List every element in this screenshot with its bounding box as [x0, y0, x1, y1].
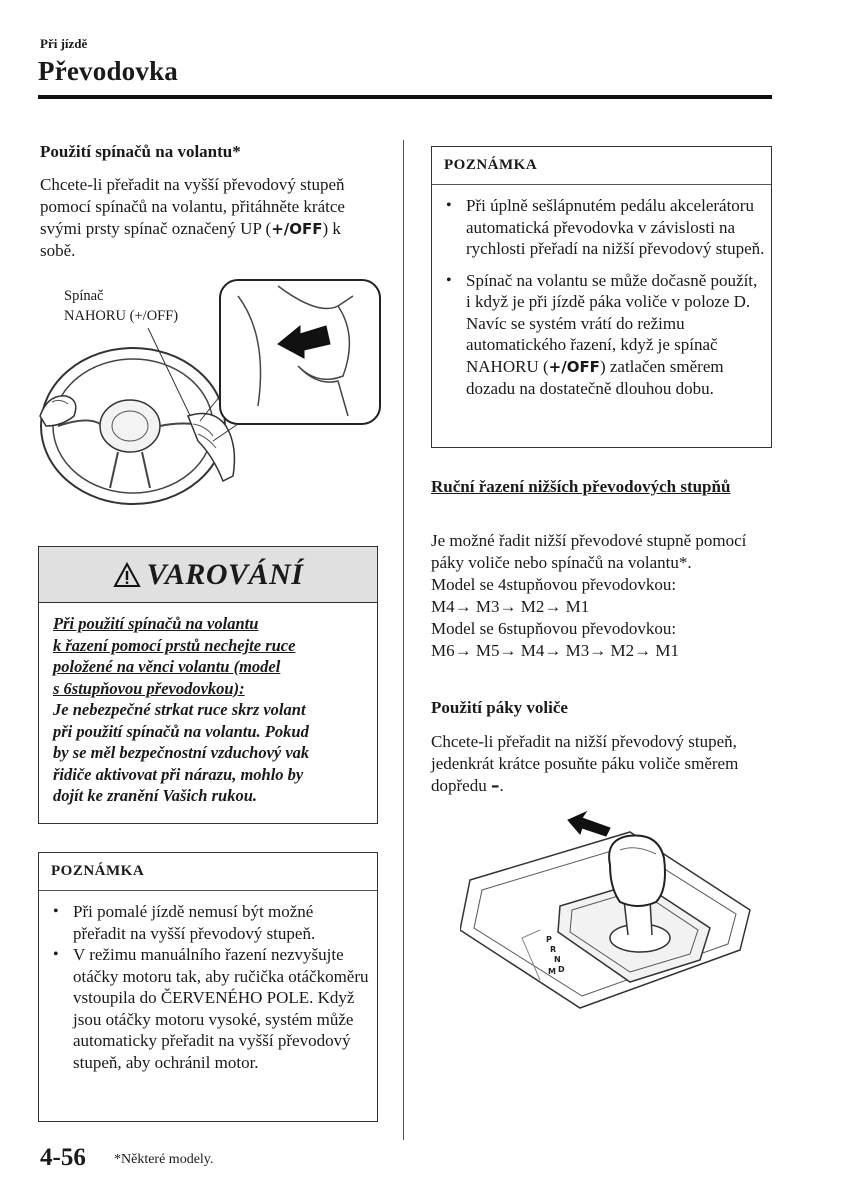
warning-line: k řazení pomocí prstů nechejte ruce [53, 635, 296, 655]
page-number: 4-56 [40, 1144, 86, 1171]
warning-box [38, 546, 378, 824]
shift-lever-illustration [460, 810, 760, 1020]
note-item-text-end: ) zatlačen směrem dozadu na dostatečně dlouhou dobu. [466, 356, 724, 398]
note-box-right [431, 146, 772, 448]
note-list [39, 891, 377, 1073]
lever-paragraph [431, 731, 771, 797]
note-item: • V režimu manuálního řazení nezvyšujte otáčky motoru tak, aby ručička otáčkoměru vstoupila do ČERVENÉHO POLE. Když jsou otáčky motoru vysoké, systém může automaticky přeřadit na vyšší převodový stupeň, aby ochránil motor. [39, 944, 369, 1073]
note-item: • Při úplně sešlápnutém pedálu akcelerátoru automatická převodovka v závislosti na rychlosti přeřadí na nižší převodový stupeň. [432, 195, 765, 260]
gear-label-p: P [546, 935, 552, 944]
model6-sequence: M6→ M5→ M4→ M3→ M2→ M1 [431, 641, 679, 660]
note-title: POZNÁMKA [39, 853, 377, 891]
gear-label-d: D [558, 965, 565, 974]
warning-line: Je nebezpečné strkat ruce skrz volant [53, 700, 306, 719]
gear-label-m: M [548, 967, 556, 976]
warning-triangle-icon [113, 562, 141, 588]
model4-sequence: M4→ M3→ M2→ M1 [431, 597, 590, 616]
paragraph-text: Chcete-li přeřadit na vyšší převodový stupeň pomocí spínačů na volantu, přitáhněte krátce svými prsty spínač označený UP ( [40, 175, 345, 238]
warning-line: s 6stupňovou převodovkou): [53, 678, 245, 698]
minus-symbol: – [490, 776, 500, 796]
page-title: Převodovka [38, 56, 178, 86]
lever-paragraph-text: Chcete-li přeřadit na nižší převodový stupeň, jedenkrát krátce posuňte páku voliče směrem dopředu [431, 732, 739, 795]
note-item [432, 270, 765, 400]
steering-switch-paragraph [40, 174, 380, 262]
manual-downshift-heading: Ruční řazení nižších převodových stupňů [431, 477, 731, 496]
warning-line: dojít ke zranění Vašich rukou. [53, 786, 258, 805]
warning-line: při použití spínačů na volantu. Pokud [53, 721, 309, 741]
column-divider [403, 140, 404, 1140]
warning-line: řidiče aktivovat při nárazu, mohlo by [53, 764, 304, 784]
manual-downshift-text [431, 530, 771, 662]
footnote: *Některé modely. [114, 1152, 214, 1167]
note-list [432, 185, 771, 400]
figure-label-line1: Spínač [64, 288, 104, 304]
lever-heading: Použití páky voliče [431, 698, 568, 717]
lever-paragraph-end: . [499, 776, 504, 795]
paragraph-text-end: ) k sobě. [40, 219, 341, 260]
steering-switch-heading: Použití spínačů na volantu* [40, 142, 241, 161]
plus-off-key-label: +/OFF [548, 357, 600, 376]
figure-label-line2: NAHORU (+/OFF) [64, 308, 179, 324]
manual-downshift-paragraph: Je možné řadit nižší převodové stupně pomocí páky voliče nebo spínačů na volantu*. [431, 531, 747, 572]
warning-line: položené na věnci volantu (model [53, 657, 281, 676]
model6-label: Model se 6stupňovou převodovkou: [431, 619, 677, 638]
plus-off-key-label: +/OFF [271, 220, 323, 238]
warning-title: VAROVÁNÍ [146, 557, 304, 591]
steering-wheel-illustration [38, 276, 383, 526]
gear-label-r: R [550, 945, 557, 954]
warning-header [39, 547, 377, 603]
note-item-text: Spínač na volantu se může dočasně použít, i když je při jízdě páka voliče v poloze D. Navíc se systém vrátí do režimu automatického řazení, když je spínač NAHORU ( [466, 270, 758, 376]
section-label: Při jízdě [40, 36, 88, 51]
model4-label: Model se 4stupňovou převodovkou: [431, 575, 677, 594]
warning-body [53, 613, 369, 807]
warning-line: Při použití spínačů na volantu [53, 614, 259, 633]
title-rule [38, 95, 772, 99]
note-item: • Při pomalé jízdě nemusí být možné přeřadit na vyšší převodový stupeň. [39, 901, 369, 944]
note-title: POZNÁMKA [432, 147, 771, 185]
gear-label-n: N [554, 955, 561, 964]
warning-line: by se měl bezpečnostní vzduchový vak [53, 743, 310, 762]
note-box-left [38, 852, 378, 1122]
